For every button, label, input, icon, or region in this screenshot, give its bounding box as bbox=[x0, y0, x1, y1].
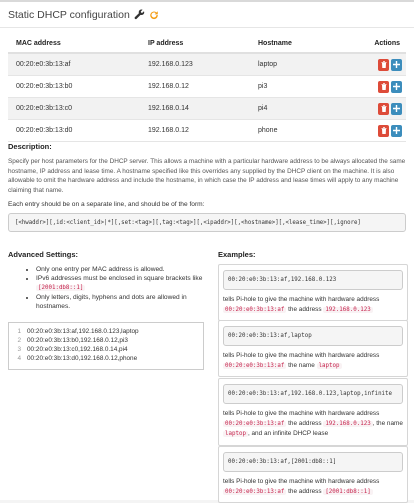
example-code: 00:20:e0:3b:13:af,[2001:db8::1] bbox=[223, 452, 403, 472]
mac-cell: 00:20:e0:3b:13:d0 bbox=[16, 127, 73, 134]
plus-icon bbox=[393, 127, 400, 134]
edit-button[interactable] bbox=[391, 103, 402, 115]
hw-address-code: 00:20:e0:3b:13:af bbox=[225, 306, 285, 313]
plus-icon bbox=[393, 105, 400, 112]
hw-address-code: 00:20:e0:3b:13:af bbox=[225, 420, 285, 427]
editor-line bbox=[9, 336, 203, 345]
hw-address-code: 00:20:e0:3b:13:af bbox=[225, 488, 285, 495]
static-leases-table bbox=[8, 34, 406, 142]
mac-cell: 00:20:e0:3b:13:c0 bbox=[16, 105, 73, 112]
inline-code: [2001:db8::1] bbox=[38, 285, 84, 291]
line-number: 3 bbox=[17, 346, 21, 353]
examples-heading: Examples: bbox=[218, 250, 256, 259]
example-card bbox=[218, 446, 408, 503]
column-header-hostname[interactable]: Hostname bbox=[258, 39, 292, 47]
value-code: [2001:db8::1] bbox=[325, 488, 371, 495]
edit-button[interactable] bbox=[391, 81, 402, 93]
hostname-cell: phone bbox=[258, 127, 278, 134]
mac-cell: 00:20:e0:3b:13:af bbox=[16, 61, 71, 68]
editor-line bbox=[9, 354, 203, 363]
dhcp-hosts-editor[interactable] bbox=[8, 322, 204, 370]
example-code: 00:20:e0:3b:13:af,192.168.0.123 bbox=[223, 270, 403, 290]
line-text[interactable]: 00:20:e0:3b:13:c0,192.168.0.14,pi4 bbox=[27, 346, 128, 353]
advanced-heading: Advanced Settings: bbox=[8, 250, 79, 259]
delete-button[interactable] bbox=[378, 59, 389, 71]
ip-cell: 192.168.0.14 bbox=[148, 105, 189, 112]
delete-button[interactable] bbox=[378, 81, 389, 93]
line-text[interactable]: 00:20:e0:3b:13:b0,192.168.0.12,pi3 bbox=[27, 337, 128, 344]
value-code: 192.168.0.123 bbox=[325, 420, 371, 427]
description-heading: Description: bbox=[8, 142, 52, 151]
description-text: Specify per host parameters for the DHCP server. This allows a machine with a particular hardware address to be always allocated the same hostname, IP address and lease time. A hostname specified like this overrides any supplied by the DHCP client on the machine. It is also allowable to omit the hardware address and include the hostname, in which case the IP address and lease times will apply to any machine claiming that name. bbox=[8, 158, 406, 194]
table-row bbox=[8, 54, 406, 76]
example-card bbox=[218, 378, 408, 446]
example-code: 00:20:e0:3b:13:af,laptop bbox=[223, 326, 403, 346]
line-text[interactable]: 00:20:e0:3b:13:d0,192.168.0.12,phone bbox=[27, 355, 138, 362]
editor-line bbox=[9, 345, 203, 354]
wrench-icon[interactable] bbox=[134, 9, 145, 20]
format-intro: Each entry should be on a separate line, and should be of the form: bbox=[8, 201, 205, 208]
examples-section bbox=[218, 250, 408, 495]
value-code: laptop bbox=[318, 362, 340, 369]
delete-button[interactable] bbox=[378, 125, 389, 137]
advanced-list bbox=[36, 265, 208, 311]
example-code: 00:20:e0:3b:13:af,192.168.0.123,laptop,infinite bbox=[223, 384, 403, 404]
line-number: 4 bbox=[17, 355, 21, 362]
column-header-mac[interactable]: MAC address bbox=[16, 39, 61, 47]
actions-cell bbox=[358, 125, 406, 137]
hw-address-code: 00:20:e0:3b:13:af bbox=[225, 362, 285, 369]
table-row bbox=[8, 120, 406, 142]
panel-header bbox=[0, 2, 414, 28]
ip-cell: 192.168.0.12 bbox=[148, 83, 189, 90]
actions-cell bbox=[358, 81, 406, 93]
example-card bbox=[218, 264, 408, 321]
example-text: tells Pi-hole to give the machine with hardware address 00:20:e0:3b:13:af the name laptop bbox=[223, 352, 380, 369]
line-number: 1 bbox=[17, 328, 21, 335]
description-section bbox=[8, 142, 406, 232]
trash-icon bbox=[381, 105, 387, 112]
hostname-cell: laptop bbox=[258, 61, 278, 68]
advanced-settings bbox=[8, 250, 208, 311]
format-code: [<hwaddr>][,id:<client_id>|*][,set:<tag>][,tag:<tag>][,<ipaddr>][,<hostname>][,<lease_time>][,ignore] bbox=[8, 213, 406, 232]
hostname-cell: pi3 bbox=[258, 83, 268, 90]
table-header bbox=[8, 34, 406, 54]
editor-line bbox=[9, 327, 203, 336]
trash-icon bbox=[381, 61, 387, 68]
example-text: tells Pi-hole to give the machine with hardware address 00:20:e0:3b:13:af the address 192.168.0.123 , the name laptop , and an infinite DHCP lease bbox=[223, 410, 403, 437]
ip-cell: 192.168.0.12 bbox=[148, 127, 189, 134]
ip-cell: 192.168.0.123 bbox=[148, 61, 193, 68]
line-number: 2 bbox=[17, 337, 21, 344]
list-item: • Only letters, digits, hyphens and dots are allowed in hostnames. bbox=[36, 293, 208, 311]
column-header-actions: Actions bbox=[374, 39, 400, 47]
table-row bbox=[8, 98, 406, 120]
value-code: 192.168.0.123 bbox=[325, 306, 371, 313]
edit-button[interactable] bbox=[391, 59, 402, 71]
actions-cell bbox=[358, 103, 406, 115]
delete-button[interactable] bbox=[378, 103, 389, 115]
mac-cell: 00:20:e0:3b:13:b0 bbox=[16, 83, 73, 90]
list-item: • IPv6 addresses must be enclosed in square brackets like [2001:db8::1] bbox=[36, 274, 208, 293]
example-text: tells Pi-hole to give the machine with hardware address 00:20:e0:3b:13:af the address [2001:db8::1] bbox=[223, 478, 380, 495]
value-code: laptop bbox=[225, 431, 246, 437]
edit-button[interactable] bbox=[391, 125, 402, 137]
trash-icon bbox=[381, 127, 387, 134]
trash-icon bbox=[381, 83, 387, 90]
plus-icon bbox=[393, 83, 400, 90]
column-header-ip[interactable]: IP address bbox=[148, 39, 184, 47]
example-card bbox=[218, 320, 408, 377]
refresh-icon[interactable] bbox=[149, 10, 159, 20]
table-row bbox=[8, 76, 406, 98]
plus-icon bbox=[393, 61, 400, 68]
line-text[interactable]: 00:20:e0:3b:13:af,192.168.0.123,laptop bbox=[27, 328, 139, 335]
example-text: tells Pi-hole to give the machine with hardware address 00:20:e0:3b:13:af the address 192.168.0.123 bbox=[223, 296, 380, 313]
hostname-cell: pi4 bbox=[258, 105, 268, 112]
list-item: • Only one entry per MAC address is allowed. bbox=[36, 265, 208, 274]
actions-cell bbox=[358, 59, 406, 71]
panel-title: Static DHCP configuration bbox=[8, 8, 130, 21]
